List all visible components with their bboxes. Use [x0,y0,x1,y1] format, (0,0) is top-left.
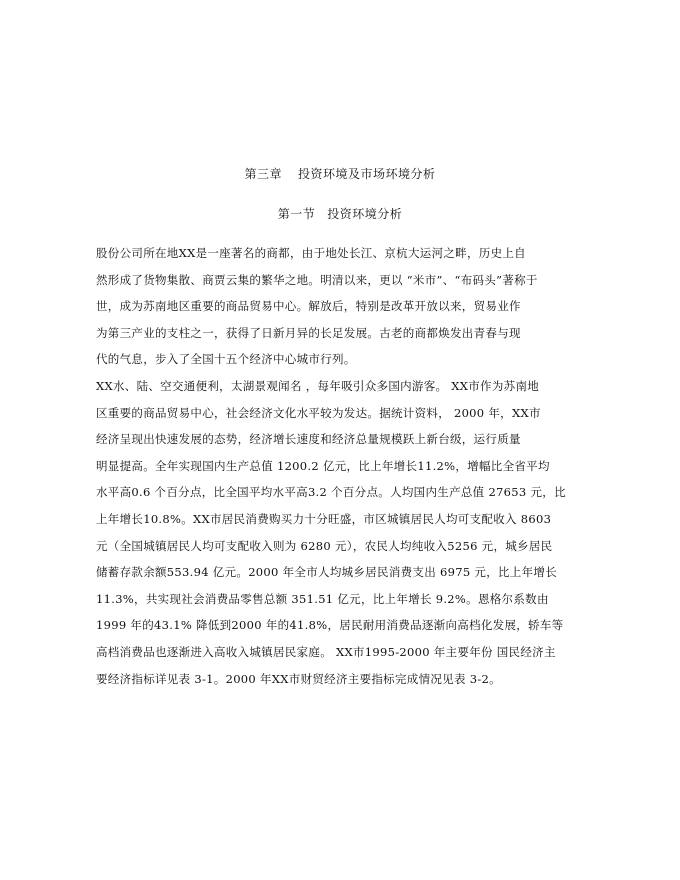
text-line: 元（全国城镇居民人均可支配收入则为 6280 元），农民人均纯收入5256 元，城乡居民 [96,538,553,553]
text-line: 高档消费品也逐渐进入高收入城镇居民家庭。 XX市1995-2000 年主要年份 国民经济主 [96,644,556,659]
section-heading [0,205,680,223]
text-line: 为第三产业的支柱之一，获得了日新月异的长足发展。古老的商都焕发出青春与现 [96,325,521,340]
chapter-title-text: 投资环境及市场环境分析 [298,167,436,181]
text-line: 明显提高。全年实现国内生产总值 1200.2 亿元，比上年增长11.2%，增幅比全省平均 [96,458,550,473]
chapter-heading [0,165,680,183]
text-line: 11.3%，共实现社会消费品零售总额 351.51 亿元，比上年增长 9.2%。恩格尔系数由 [96,591,549,606]
body-paragraphs [96,240,596,692]
text-line: 水平高0.6 个百分点，比全国平均水平高3.2 个百分点。人均国内生产总值 27653 元，比 [96,485,566,500]
section-title-text: 投资环境分析 [327,207,403,221]
text-line: 世，成为苏南地区重要的商品贸易中心。解放后，特别是改革开放以来，贸易业作 [96,299,521,314]
chapter-number: 第三章 [244,167,282,181]
text-line: 要经济指标详见表 3-1。2000 年XX市财贸经济主要指标完成情况见表 3-2。 [96,671,501,686]
text-line: 区重要的商品贸易中心，社会经济文化水平较为发达。据统计资料， 2000 年，XX市 [96,405,541,420]
text-line: 上年增长10.8%。XX市居民消费购买力十分旺盛，市区城镇居民人均可支配收入 8603 [96,511,552,526]
text-line: 1999 年的43.1% 降低到2000 年的41.8%，居民耐用消费品逐渐向高档化发展，轿车等 [96,618,564,633]
section-number: 第一节 [277,207,316,221]
text-line: 经济呈现出快速发展的态势，经济增长速度和经济总量规模跃上新台级，运行质量 [96,432,521,447]
text-line: 代的气息，步入了全国十五个经济中心城市行列。 [96,352,356,367]
text-line: 储蓄存款余额553.94 亿元。2000 年全市人均城乡居民消费支出 6975 元，比上年增长 [96,565,557,580]
text-line: 股份公司所在地XX是一座著名的商都，由于地处长江、京杭大运河之畔，历史上自 [96,246,526,260]
text-line: XX水、陆、空交通便利，太湖景观闻名 ，每年吸引众多国内游客。 XX市作为苏南地 [96,378,540,393]
text-line: 然形成了货物集散、商贾云集的繁华之地。明清以来，更以 “米市”、“布码头”著称于 [96,272,538,287]
